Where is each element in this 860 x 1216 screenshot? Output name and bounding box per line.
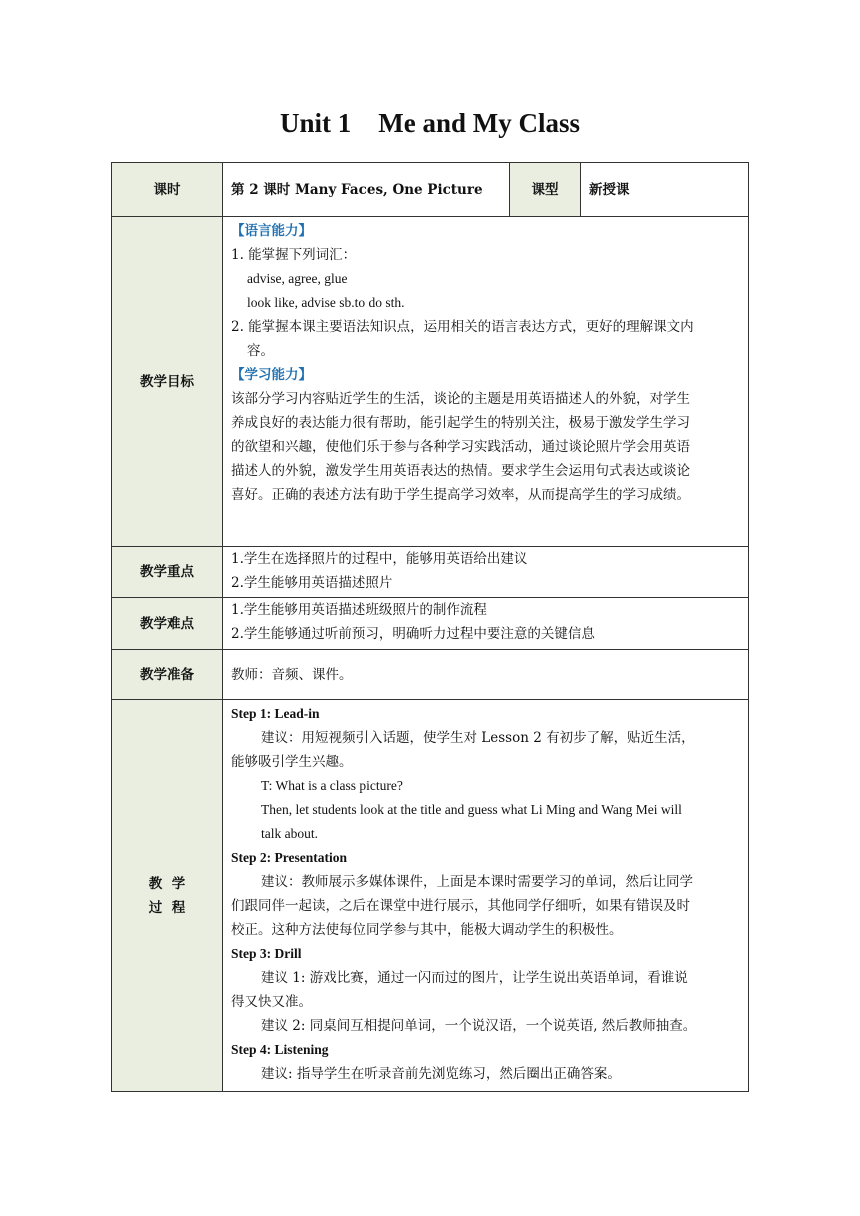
step-text: 校正。这种方法使每位同学参与其中，能极大调动学生的积极性。 [231,922,623,938]
paragraph-line: 的欲望和兴趣，使他们乐于参与各种学习实践活动，通过谈论照片学会用英语 [231,439,690,455]
objective-line: 1. 能掌握下列词汇： [231,247,357,263]
step-text: 们跟同伴一起读，之后在课堂中进行展示，其他同学仔细听，如果有错误及时 [231,898,690,914]
language-ability-heading: 【语言能力】 [231,223,312,239]
lesson-row [112,163,749,217]
key-points-content [223,547,749,598]
objectives-row [112,217,749,547]
difficulties-content [223,598,749,650]
process-label-line: 教 学 [148,875,186,892]
page-title: Unit 1 Me and My Class [279,108,580,138]
key-points-row [112,547,749,598]
phrase-line: look like, advise sb.to do sth. [247,295,405,310]
lesson-label: 课时 [112,163,223,217]
key-points-label: 教学重点 [112,547,223,598]
process-label-line: 过 程 [148,899,186,916]
preparation-label: 教学准备 [112,650,223,700]
paragraph-line: 该部分学习内容贴近学生的生活，谈论的主题是用英语描述人的外貌，对学生 [231,391,690,407]
step-title: Step 4: Listening [231,1042,329,1057]
step-text: talk about. [261,826,318,841]
objectives-label: 教学目标 [112,217,223,547]
step-text: T: What is a class picture? [261,778,403,793]
lesson-plan-table [111,162,749,1092]
preparation-row [112,650,749,700]
step-text: 建议：用短视频引入话题，使学生对 Lesson 2 有初步了解，贴近生活， [261,730,695,746]
lesson-value: 第 2 课时 Many Faces, One Picture [223,163,510,217]
learning-ability-heading: 【学习能力】 [231,367,312,383]
preparation-content [223,650,749,700]
step-text: 建议: 指导学生在听录音前先浏览练习，然后圈出正确答案。 [261,1066,621,1082]
step-title: Step 3: Drill [231,946,302,961]
process-row [112,700,749,1092]
objective-line: 容。 [247,343,274,359]
key-point-item: 2.学生能够用英语描述照片 [231,575,393,591]
key-point-item: 1.学生在选择照片的过程中，能够用英语给出建议 [231,551,528,567]
difficulty-item: 2.学生能够通过听前预习，明确听力过程中要注意的关键信息 [231,626,595,642]
difficulty-item: 1.学生能够用英语描述班级照片的制作流程 [231,602,487,618]
process-label [112,700,223,1092]
paragraph-line: 喜好。正确的表述方法有助于学生提高学习效率，从而提高学生的学习成绩。 [231,487,690,503]
objective-line: 2. 能掌握本课主要语法知识点，运用相关的语言表达方式，更好的理解课文内 [231,319,694,335]
process-content [223,700,749,1092]
step-title: Step 2: Presentation [231,850,347,865]
step-text: 得又快又准。 [231,994,312,1010]
type-value: 新授课 [581,163,749,217]
difficulties-label: 教学难点 [112,598,223,650]
step-text: 建议 2: 同桌间互相提问单词，一个说汉语，一个说英语, 然后教师抽查。 [261,1018,697,1034]
step-text: 建议：教师展示多媒体课件，上面是本课时需要学习的单词，然后让同学 [261,874,693,890]
paragraph-line: 描述人的外貌，激发学生用英语表达的热情。要求学生会运用句式表达或谈论 [231,463,690,479]
step-text: Then, let students look at the title and guess what Li Ming and Wang Mei will [261,802,682,817]
preparation-text: 教师：音频、课件。 [231,666,353,683]
vocabulary-line: advise, agree, glue [247,271,348,286]
difficulties-row [112,598,749,650]
step-text: 能够吸引学生兴趣。 [231,754,353,770]
step-text: 建议 1: 游戏比赛，通过一闪而过的图片，让学生说出英语单词，看谁说 [261,970,688,986]
objectives-content [223,217,749,547]
paragraph-line: 养成良好的表达能力很有帮助，能引起学生的特别关注，极易于激发学生学习 [231,415,690,431]
type-label: 课型 [510,163,581,217]
step-title: Step 1: Lead-in [231,706,320,721]
